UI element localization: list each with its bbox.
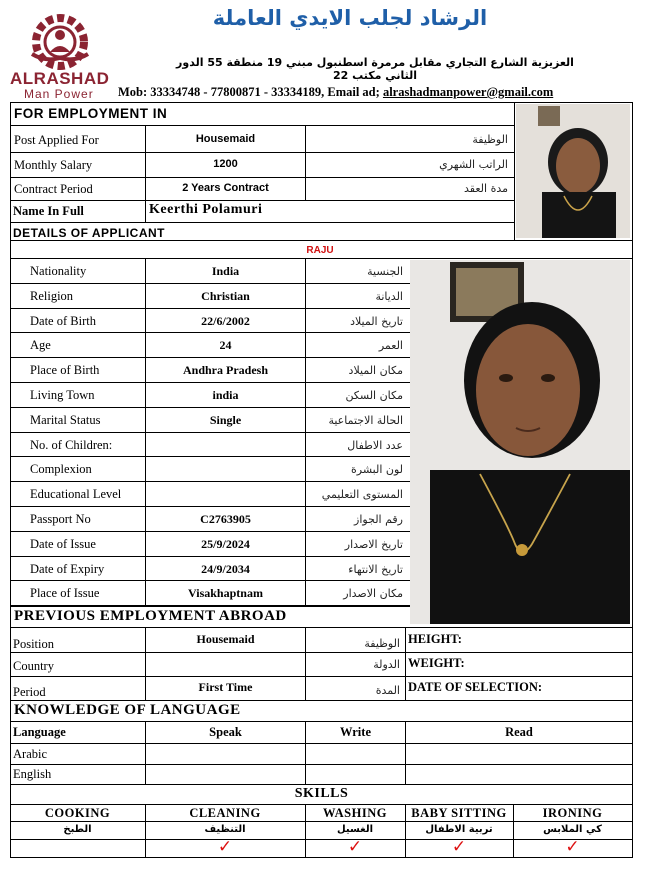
company-logo xyxy=(10,10,110,102)
logo-name: ALRASHAD xyxy=(10,69,110,88)
applicant-field-label-ar: عدد الاطفال xyxy=(347,439,403,452)
applicant-photo-small xyxy=(516,104,630,238)
applicant-field-label-ar: المستوى التعليمي xyxy=(321,488,403,501)
prev-position-ar: الوظيفة xyxy=(364,637,400,650)
applicant-field-label-ar: مكان الاصدار xyxy=(343,587,403,600)
lang-col-language: Language xyxy=(13,725,66,739)
frame-left xyxy=(10,102,11,858)
skill-name: BABY SITTING xyxy=(411,806,507,820)
applicant-row-divider xyxy=(10,357,410,358)
lang-col-write: Write xyxy=(339,725,371,739)
prev-position-value: Housemaid xyxy=(196,632,255,646)
applicant-field-label: Religion xyxy=(30,289,74,303)
lang-row-english: English xyxy=(13,767,52,781)
applicant-row-divider xyxy=(10,456,410,457)
skill-name: COOKING xyxy=(44,806,111,820)
applicant-field-label: Living Town xyxy=(30,388,95,402)
applicant-field-label-ar: تاريخ الاصدار xyxy=(344,538,403,551)
applicant-col-divider xyxy=(305,258,306,606)
prev-period-ar: المدة xyxy=(375,684,400,697)
post-value: Housemaid xyxy=(195,133,256,145)
salary-label: Monthly Salary xyxy=(14,158,93,172)
applicant-row-divider xyxy=(10,308,410,309)
arabic-company-title: الرشاد لجلب الايدي العاملة xyxy=(212,6,488,30)
applicant-field-label: Passport No xyxy=(30,512,91,526)
logo-gear-icon xyxy=(10,10,110,70)
skill-name: WASHING xyxy=(323,806,387,820)
salary-label-ar: الراتب الشهري xyxy=(439,158,508,171)
skill-name-ar: كي الملابس xyxy=(543,824,602,835)
arabic-address: العزيزية الشارع التجاري مقابل مرمرة اسطنبول مبني 19 منطقة 55 الدور الثاني مكتب 22 xyxy=(176,56,574,82)
skills-heading: SKILLS xyxy=(294,786,349,801)
applicant-row-divider xyxy=(10,332,410,333)
language-heading: KNOWLEDGE OF LANGUAGE xyxy=(14,702,241,718)
applicant-row-divider xyxy=(10,407,410,408)
applicant-field-value: 25/9/2024 xyxy=(201,537,250,551)
applicant-heading: DETAILS OF APPLICANT xyxy=(13,226,165,240)
applicant-col-divider xyxy=(145,258,146,606)
applicant-field-label: Date of Issue xyxy=(30,537,96,551)
skill-name-ar: الطبخ xyxy=(63,824,92,835)
applicant-row-divider xyxy=(10,432,410,433)
applicant-row-divider xyxy=(10,283,410,284)
applicant-field-value: india xyxy=(212,388,239,402)
employment-heading: FOR EMPLOYMENT IN xyxy=(14,106,168,121)
applicant-field-label-ar: تاريخ الانتهاء xyxy=(348,563,403,576)
prev-country-ar: الدولة xyxy=(373,658,400,671)
prev-period-value: First Time xyxy=(198,680,253,694)
applicant-field-label-ar: مكان السكن xyxy=(345,389,403,402)
skill-name: IRONING xyxy=(542,806,603,820)
contract-value: 2 Years Contract xyxy=(182,182,269,194)
applicant-field-value: 22/6/2002 xyxy=(201,314,250,328)
applicant-field-label: Place of Issue xyxy=(30,586,100,600)
contract-label: Contract Period xyxy=(14,182,93,196)
applicant-field-value: C2763905 xyxy=(200,512,251,526)
post-label-ar: الوظيفة xyxy=(472,133,508,146)
applicant-field-label-ar: لون البشرة xyxy=(351,463,403,476)
applicant-photo-large xyxy=(410,260,630,624)
applicant-field-value: Visakhaptnam xyxy=(188,586,263,600)
name-value: Keerthi Polamuri xyxy=(149,202,263,217)
frame-top xyxy=(10,102,633,103)
skill-check-icon: ✓ xyxy=(217,837,233,857)
skill-check-icon: ✓ xyxy=(451,837,467,857)
applicant-field-label-ar: الديانة xyxy=(375,290,403,303)
applicant-field-label: Nationality xyxy=(30,264,87,278)
applicant-field-value: 24 xyxy=(219,338,232,352)
applicant-field-label: No. of Children: xyxy=(30,438,113,452)
previous-heading: PREVIOUS EMPLOYMENT ABROAD xyxy=(14,608,287,624)
skill-check-icon: ✓ xyxy=(565,837,580,857)
name-label: Name In Full xyxy=(13,204,84,218)
lang-row-arabic: Arabic xyxy=(13,747,48,761)
skill-name-ar: الغسيل xyxy=(336,824,373,835)
prev-period-label: Period xyxy=(13,685,46,699)
prev-country-label: Country xyxy=(13,659,54,673)
applicant-row-divider xyxy=(10,531,410,532)
post-label: Post Applied For xyxy=(14,133,99,147)
skill-name-ar: التنظيف xyxy=(204,824,246,835)
contact-phones: Mob: 33334748 - 77800871 - 33334189, Email ad; xyxy=(118,85,383,99)
applicant-field-label: Complexion xyxy=(30,462,92,476)
applicant-field-label-ar: الجنسية xyxy=(367,265,403,278)
applicant-field-value: Christian xyxy=(201,289,250,303)
selection-date-label: DATE OF SELECTION: xyxy=(408,680,543,694)
logo-subtitle: Man Power xyxy=(24,87,94,101)
applicant-row-divider xyxy=(10,481,410,482)
height-label: HEIGHT: xyxy=(408,632,462,646)
applicant-field-label-ar: تاريخ الميلاد xyxy=(350,315,403,328)
frame-bottom xyxy=(10,857,633,858)
applicant-field-label: Educational Level xyxy=(30,487,122,501)
applicant-field-label-ar: الحالة الاجتماعية xyxy=(328,414,403,427)
applicant-field-label-ar: العمر xyxy=(378,339,403,352)
applicant-field-label: Place of Birth xyxy=(30,363,100,377)
applicant-field-value: Andhra Pradesh xyxy=(182,363,268,377)
contract-label-ar: مدة العقد xyxy=(464,182,508,195)
weight-label: WEIGHT: xyxy=(408,656,465,670)
salary-value: 1200 xyxy=(213,158,238,170)
applicant-field-value: Single xyxy=(209,413,242,427)
applicant-field-label: Date of Expiry xyxy=(30,562,105,576)
skill-name: CLEANING xyxy=(189,806,261,820)
applicant-field-label: Marital Status xyxy=(30,413,101,427)
frame-right xyxy=(632,102,633,858)
applicant-row-divider xyxy=(10,580,410,581)
applicant-field-label-ar: رقم الجواز xyxy=(354,513,403,526)
applicant-row-divider xyxy=(10,556,410,557)
contact-email[interactable]: alrashadmanpower@gmail.com xyxy=(382,85,554,99)
applicant-field-label: Date of Birth xyxy=(30,314,96,328)
contact-line xyxy=(118,85,638,100)
applicant-row-divider xyxy=(10,382,410,383)
lang-col-read: Read xyxy=(505,725,533,739)
skill-name-ar: تربية الاطفال xyxy=(425,824,493,835)
prev-position-label: Position xyxy=(13,637,54,651)
lang-col-speak: Speak xyxy=(209,725,242,739)
applicant-field-label: Age xyxy=(30,338,51,352)
skill-check-icon: ✓ xyxy=(347,837,363,857)
applicant-field-value: India xyxy=(211,264,240,278)
agent-name: RAJU xyxy=(306,245,334,256)
applicant-row-divider xyxy=(10,506,410,507)
applicant-field-label-ar: مكان الميلاد xyxy=(348,364,403,377)
applicant-field-value: 24/9/2034 xyxy=(201,562,250,576)
